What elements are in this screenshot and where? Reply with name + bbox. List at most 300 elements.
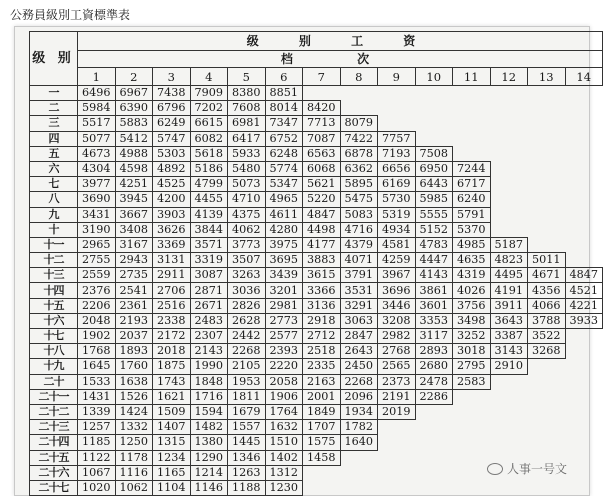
- empty-cell: [453, 480, 491, 495]
- salary-cell: 4934: [378, 222, 416, 237]
- table-row: [30, 161, 603, 176]
- empty-cell: [303, 480, 341, 495]
- salary-cell: 1575: [303, 435, 341, 450]
- salary-cell: 2268: [340, 374, 378, 389]
- salary-cell: 3263: [228, 268, 266, 283]
- salary-cell: 5370: [453, 222, 491, 237]
- salary-cell: 2335: [303, 359, 341, 374]
- salary-cell: 3788: [528, 313, 566, 328]
- step-header-cell: 8: [340, 68, 378, 86]
- salary-cell: 2286: [415, 389, 453, 404]
- salary-cell: 3387: [490, 329, 528, 344]
- salary-cell: 2058: [265, 374, 303, 389]
- salary-cell: 5347: [265, 177, 303, 192]
- salary-cell: 1290: [190, 450, 228, 465]
- salary-cell: 2048: [78, 313, 116, 328]
- table-row: [30, 389, 603, 404]
- salary-cell: 2163: [303, 374, 341, 389]
- salary-cell: 4847: [303, 207, 341, 222]
- salary-cell: 4143: [415, 268, 453, 283]
- salary-cell: 6563: [303, 146, 341, 161]
- salary-cell: 2307: [190, 329, 228, 344]
- salary-cell: 2893: [415, 344, 453, 359]
- empty-cell: [565, 435, 603, 450]
- empty-cell: [490, 389, 528, 404]
- salary-cell: 4455: [190, 192, 228, 207]
- empty-cell: [303, 465, 341, 480]
- salary-cell: 2910: [490, 359, 528, 374]
- step-header-cell: 9: [378, 68, 416, 86]
- salary-cell: 5895: [340, 177, 378, 192]
- salary-cell: 6752: [265, 131, 303, 146]
- salary-cell: 3319: [190, 253, 228, 268]
- salary-cell: 1990: [190, 359, 228, 374]
- empty-cell: [490, 131, 528, 146]
- empty-cell: [490, 207, 528, 222]
- grade-cell: 二十: [30, 374, 78, 389]
- empty-cell: [528, 435, 566, 450]
- table-row: [30, 480, 603, 495]
- salary-cell: 1632: [265, 420, 303, 435]
- salary-cell: 1380: [190, 435, 228, 450]
- salary-cell: 1875: [153, 359, 191, 374]
- salary-cell: 4304: [78, 161, 116, 176]
- empty-cell: [490, 374, 528, 389]
- empty-cell: [528, 161, 566, 176]
- salary-cell: 1848: [190, 374, 228, 389]
- table-main-header: 级 别 工 资: [78, 32, 603, 51]
- empty-cell: [415, 435, 453, 450]
- salary-cell: 3369: [153, 237, 191, 252]
- salary-cell: 4280: [265, 222, 303, 237]
- salary-cell: 3756: [453, 298, 491, 313]
- salary-cell: 3571: [190, 237, 228, 252]
- salary-cell: 2773: [265, 313, 303, 328]
- salary-cell: 4716: [340, 222, 378, 237]
- salary-cell: 3036: [228, 283, 266, 298]
- empty-cell: [378, 480, 416, 495]
- salary-cell: 2483: [190, 313, 228, 328]
- empty-cell: [565, 480, 603, 495]
- salary-cell: 6068: [303, 161, 341, 176]
- salary-cell: 3531: [340, 283, 378, 298]
- salary-cell: 2706: [153, 283, 191, 298]
- empty-cell: [528, 389, 566, 404]
- salary-cell: 2376: [78, 283, 116, 298]
- salary-cell: 1760: [115, 359, 153, 374]
- salary-cell: 1315: [153, 435, 191, 450]
- table-row: [30, 253, 603, 268]
- empty-cell: [340, 450, 378, 465]
- salary-cell: 3945: [115, 192, 153, 207]
- salary-cell: 1533: [78, 374, 116, 389]
- salary-cell: 3667: [115, 207, 153, 222]
- empty-cell: [528, 116, 566, 131]
- salary-cell: 2518: [303, 344, 341, 359]
- salary-cell: 1402: [265, 450, 303, 465]
- empty-cell: [415, 86, 453, 101]
- table-row: [30, 207, 603, 222]
- grade-cell: 二十二: [30, 404, 78, 419]
- salary-cell: 2628: [228, 313, 266, 328]
- salary-cell: 1346: [228, 450, 266, 465]
- salary-cell: 2577: [265, 329, 303, 344]
- salary-cell: 1257: [78, 420, 116, 435]
- table-row: [30, 268, 603, 283]
- salary-cell: 3791: [340, 268, 378, 283]
- salary-cell: 1067: [78, 465, 116, 480]
- salary-cell: 5152: [415, 222, 453, 237]
- empty-cell: [415, 116, 453, 131]
- empty-cell: [565, 450, 603, 465]
- salary-cell: 5475: [340, 192, 378, 207]
- salary-cell: 4985: [453, 237, 491, 252]
- grade-cell: 十三: [30, 268, 78, 283]
- salary-cell: 7202: [190, 101, 228, 116]
- salary-cell: 2565: [378, 359, 416, 374]
- empty-cell: [490, 161, 528, 176]
- empty-cell: [528, 237, 566, 252]
- salary-cell: 5303: [153, 146, 191, 161]
- empty-cell: [528, 101, 566, 116]
- salary-cell: 6717: [453, 177, 491, 192]
- empty-cell: [528, 480, 566, 495]
- salary-cell: 7608: [228, 101, 266, 116]
- empty-cell: [565, 146, 603, 161]
- grade-cell: 六: [30, 161, 78, 176]
- empty-cell: [528, 192, 566, 207]
- grade-cell: 一: [30, 86, 78, 101]
- salary-cell: 4581: [378, 237, 416, 252]
- table-row: [30, 404, 603, 419]
- salary-cell: 4673: [78, 146, 116, 161]
- salary-cell: 3063: [340, 313, 378, 328]
- salary-cell: 5774: [265, 161, 303, 176]
- empty-cell: [340, 480, 378, 495]
- salary-cell: 2735: [115, 268, 153, 283]
- empty-cell: [528, 207, 566, 222]
- salary-cell: 1638: [115, 374, 153, 389]
- empty-cell: [453, 86, 491, 101]
- empty-cell: [565, 177, 603, 192]
- salary-cell: 3696: [378, 283, 416, 298]
- salary-cell: 6967: [115, 86, 153, 101]
- salary-cell: 7087: [303, 131, 341, 146]
- salary-cell: 2191: [378, 389, 416, 404]
- salary-cell: 7438: [153, 86, 191, 101]
- table-row: [30, 192, 603, 207]
- salary-cell: 6169: [378, 177, 416, 192]
- step-header-cell: 12: [490, 68, 528, 86]
- empty-cell: [490, 116, 528, 131]
- step-header-cell: 13: [528, 68, 566, 86]
- salary-cell: 2826: [228, 298, 266, 313]
- empty-cell: [528, 177, 566, 192]
- grade-cell: 五: [30, 146, 78, 161]
- salary-table: [29, 31, 603, 496]
- empty-cell: [378, 101, 416, 116]
- empty-cell: [453, 146, 491, 161]
- salary-cell: 2193: [115, 313, 153, 328]
- empty-cell: [378, 450, 416, 465]
- salary-cell: 3601: [415, 298, 453, 313]
- empty-cell: [340, 465, 378, 480]
- salary-cell: 2450: [340, 359, 378, 374]
- salary-cell: 3167: [115, 237, 153, 252]
- salary-cell: 6249: [153, 116, 191, 131]
- salary-cell: 3190: [78, 222, 116, 237]
- salary-cell: 1424: [115, 404, 153, 419]
- salary-cell: 1185: [78, 435, 116, 450]
- salary-cell: 2795: [453, 359, 491, 374]
- salary-cell: 6082: [190, 131, 228, 146]
- salary-cell: 3690: [78, 192, 116, 207]
- salary-cell: 2943: [115, 253, 153, 268]
- empty-cell: [528, 222, 566, 237]
- salary-cell: 5220: [303, 192, 341, 207]
- grade-cell: 十二: [30, 253, 78, 268]
- salary-cell: 5517: [78, 116, 116, 131]
- step-header-cell: 6: [265, 68, 303, 86]
- salary-cell: 4062: [228, 222, 266, 237]
- salary-cell: 2680: [415, 359, 453, 374]
- salary-cell: 3773: [228, 237, 266, 252]
- salary-cell: 6950: [415, 161, 453, 176]
- salary-cell: 5187: [490, 237, 528, 252]
- salary-cell: 1509: [153, 404, 191, 419]
- salary-cell: 4319: [453, 268, 491, 283]
- salary-cell: 2442: [228, 329, 266, 344]
- salary-cell: 5984: [78, 101, 116, 116]
- salary-cell: 1339: [78, 404, 116, 419]
- salary-cell: 2037: [115, 329, 153, 344]
- empty-cell: [415, 420, 453, 435]
- salary-cell: 6615: [190, 116, 228, 131]
- salary-cell: 8420: [303, 101, 341, 116]
- salary-cell: 6417: [228, 131, 266, 146]
- step-header-cell: 1: [78, 68, 116, 86]
- salary-cell: 2018: [153, 344, 191, 359]
- salary-cell: 2172: [153, 329, 191, 344]
- empty-cell: [490, 435, 528, 450]
- salary-cell: 1645: [78, 359, 116, 374]
- page-title: 公務員級別工資標準表: [10, 8, 131, 22]
- salary-cell: 1263: [228, 465, 266, 480]
- empty-cell: [565, 329, 603, 344]
- empty-cell: [415, 465, 453, 480]
- salary-cell: 4139: [190, 207, 228, 222]
- salary-cell: 1458: [303, 450, 341, 465]
- salary-cell: 4200: [153, 192, 191, 207]
- salary-cell: 6248: [265, 146, 303, 161]
- salary-cell: 2541: [115, 283, 153, 298]
- salary-cell: 4498: [303, 222, 341, 237]
- salary-cell: 4251: [115, 177, 153, 192]
- salary-cell: 1768: [78, 344, 116, 359]
- empty-cell: [490, 86, 528, 101]
- empty-cell: [378, 420, 416, 435]
- salary-cell: 5480: [228, 161, 266, 176]
- salary-cell: 6981: [228, 116, 266, 131]
- salary-cell: 1062: [115, 480, 153, 495]
- empty-cell: [565, 207, 603, 222]
- salary-cell: 1482: [190, 420, 228, 435]
- salary-cell: 4710: [228, 192, 266, 207]
- salary-cell: 1214: [190, 465, 228, 480]
- salary-cell: 2847: [340, 329, 378, 344]
- salary-cell: 2981: [265, 298, 303, 313]
- salary-cell: 2338: [153, 313, 191, 328]
- salary-cell: 3408: [115, 222, 153, 237]
- salary-cell: 1902: [78, 329, 116, 344]
- grade-cell: 九: [30, 207, 78, 222]
- salary-cell: 5073: [228, 177, 266, 192]
- salary-cell: 3208: [378, 313, 416, 328]
- salary-cell: 4221: [565, 298, 603, 313]
- empty-cell: [490, 192, 528, 207]
- salary-cell: 6390: [115, 101, 153, 116]
- table-row: [30, 283, 603, 298]
- empty-cell: [378, 465, 416, 480]
- salary-cell: 1934: [340, 404, 378, 419]
- empty-cell: [453, 389, 491, 404]
- grade-cell: 十: [30, 222, 78, 237]
- salary-cell: 2965: [78, 237, 116, 252]
- salary-cell: 5621: [303, 177, 341, 192]
- grade-cell: 三: [30, 116, 78, 131]
- table-row: [30, 146, 603, 161]
- table-row: [30, 101, 603, 116]
- table-row: [30, 131, 603, 146]
- salary-cell: 1312: [265, 465, 303, 480]
- salary-cell: 1234: [153, 450, 191, 465]
- salary-cell: 3201: [265, 283, 303, 298]
- step-header-cell: 5: [228, 68, 266, 86]
- salary-cell: 4611: [265, 207, 303, 222]
- salary-cell: 4071: [340, 253, 378, 268]
- salary-cell: 6878: [340, 146, 378, 161]
- table-row: [30, 435, 603, 450]
- grade-cell: 二十五: [30, 450, 78, 465]
- salary-cell: 5319: [378, 207, 416, 222]
- salary-cell: 3977: [78, 177, 116, 192]
- salary-cell: 1020: [78, 480, 116, 495]
- empty-cell: [565, 374, 603, 389]
- grade-cell: 二十一: [30, 389, 78, 404]
- empty-cell: [415, 131, 453, 146]
- salary-cell: 3439: [265, 268, 303, 283]
- salary-cell: 4635: [453, 253, 491, 268]
- salary-cell: 7713: [303, 116, 341, 131]
- grade-cell: 七: [30, 177, 78, 192]
- salary-cell: 2768: [378, 344, 416, 359]
- salary-cell: 3353: [415, 313, 453, 328]
- empty-cell: [453, 420, 491, 435]
- salary-cell: 4525: [153, 177, 191, 192]
- empty-cell: [565, 420, 603, 435]
- salary-cell: 2220: [265, 359, 303, 374]
- empty-cell: [565, 465, 603, 480]
- salary-cell: 3136: [303, 298, 341, 313]
- salary-cell: 1116: [115, 465, 153, 480]
- salary-cell: 4259: [378, 253, 416, 268]
- salary-cell: 6443: [415, 177, 453, 192]
- table-sub-header: 档 次: [78, 51, 603, 68]
- salary-cell: 1782: [340, 420, 378, 435]
- empty-cell: [565, 131, 603, 146]
- salary-cell: 3695: [265, 253, 303, 268]
- salary-cell: 1230: [265, 480, 303, 495]
- empty-cell: [453, 116, 491, 131]
- empty-cell: [528, 86, 566, 101]
- salary-cell: 1146: [190, 480, 228, 495]
- salary-cell: 5730: [378, 192, 416, 207]
- salary-cell: 5883: [115, 116, 153, 131]
- grade-cell: 二十三: [30, 420, 78, 435]
- salary-cell: 3933: [565, 313, 603, 328]
- salary-cell: 2918: [303, 313, 341, 328]
- step-header-cell: 14: [565, 68, 603, 86]
- salary-cell: 1953: [228, 374, 266, 389]
- salary-cell: 3911: [490, 298, 528, 313]
- salary-cell: 6362: [340, 161, 378, 176]
- salary-cell: 8079: [340, 116, 378, 131]
- grade-cell: 十五: [30, 298, 78, 313]
- table-row: [30, 222, 603, 237]
- salary-cell: 2206: [78, 298, 116, 313]
- salary-cell: 3018: [453, 344, 491, 359]
- salary-cell: 7757: [378, 131, 416, 146]
- salary-cell: 1557: [228, 420, 266, 435]
- table-row: [30, 329, 603, 344]
- empty-cell: [565, 404, 603, 419]
- salary-cell: 6656: [378, 161, 416, 176]
- salary-cell: 5083: [340, 207, 378, 222]
- grade-cell: 十六: [30, 313, 78, 328]
- empty-cell: [528, 420, 566, 435]
- step-header-cell: 10: [415, 68, 453, 86]
- empty-cell: [340, 101, 378, 116]
- table-row: [30, 177, 603, 192]
- salary-cell: 5985: [415, 192, 453, 207]
- salary-cell: 4847: [565, 268, 603, 283]
- salary-cell: 7909: [190, 86, 228, 101]
- salary-cell: 4495: [490, 268, 528, 283]
- empty-cell: [490, 101, 528, 116]
- wechat-icon: [487, 463, 503, 475]
- table-row: [30, 359, 603, 374]
- salary-cell: 1716: [190, 389, 228, 404]
- salary-cell: 8851: [265, 86, 303, 101]
- empty-cell: [490, 404, 528, 419]
- empty-cell: [528, 146, 566, 161]
- empty-cell: [565, 101, 603, 116]
- grade-cell: 十四: [30, 283, 78, 298]
- salary-cell: 2001: [303, 389, 341, 404]
- empty-cell: [565, 222, 603, 237]
- empty-cell: [378, 435, 416, 450]
- salary-cell: 1122: [78, 450, 116, 465]
- grade-cell: 十一: [30, 237, 78, 252]
- salary-cell: 3883: [303, 253, 341, 268]
- empty-cell: [415, 404, 453, 419]
- salary-cell: 5555: [415, 207, 453, 222]
- salary-cell: 1526: [115, 389, 153, 404]
- salary-cell: 4988: [115, 146, 153, 161]
- salary-cell: 2712: [303, 329, 341, 344]
- salary-cell: 8014: [265, 101, 303, 116]
- empty-cell: [565, 237, 603, 252]
